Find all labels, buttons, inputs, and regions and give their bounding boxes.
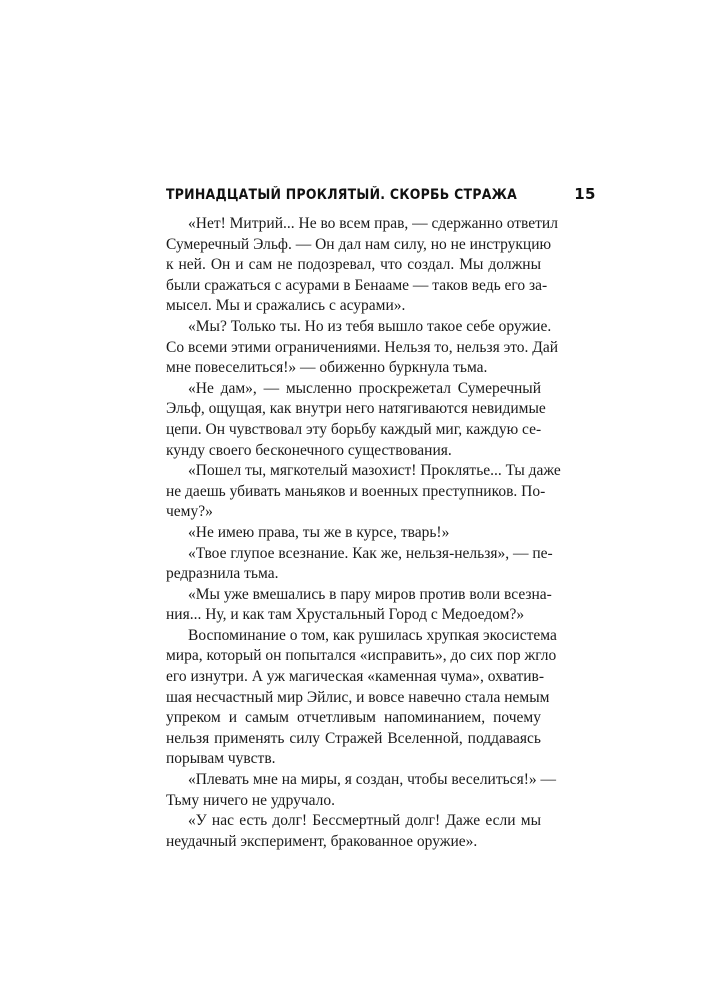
text-line: «Мы уже вмешались в пару миров против воли всезна- bbox=[188, 585, 552, 603]
text-line: порывам чувств. bbox=[166, 750, 276, 768]
text-line: мне повеселиться!» — обиженно буркнула тьма. bbox=[166, 359, 488, 377]
text-line: упреком и самым отчетливым напоминанием, почему bbox=[166, 709, 541, 727]
text-line: «Мы? Только ты. Но из тебя вышло такое себе оружие. bbox=[188, 317, 552, 335]
text-line: «Плевать мне на миры, я создан, чтобы веселиться!» — bbox=[188, 771, 556, 789]
paragraph bbox=[166, 214, 558, 317]
text-line: мысел. Мы и сражались с асурами». bbox=[166, 297, 406, 315]
text-line: Сумеречный Эльф. — Он дал нам силу, но не инструкцию bbox=[166, 235, 552, 253]
text-line: были сражаться с асурами в Бенааме — таков ведь его за- bbox=[166, 276, 548, 294]
text-line: нельзя применять силу Стражей Вселенной, поддаваясь bbox=[166, 729, 541, 747]
text-line: «Нет! Митрий... Не во всем прав, — сдержанно ответил bbox=[188, 215, 558, 232]
paragraph bbox=[166, 317, 559, 379]
running-head-title: ТРИНАДЦАТЫЙ ПРОКЛЯТЫЙ. СКОРБЬ СТРАЖА bbox=[166, 187, 518, 203]
paragraph bbox=[166, 461, 561, 523]
paragraph bbox=[166, 626, 557, 770]
text-line: «Не дам», — мысленно проскрежетал Сумеречный bbox=[188, 379, 541, 397]
text-line: Со всеми этими ограничениями. Нельзя то, нельзя это. Дай bbox=[166, 338, 559, 356]
text-line: кунду своего бесконечного существования. bbox=[166, 441, 452, 459]
text-line: к ней. Он и сам не подозревал, что создал. Мы должны bbox=[166, 256, 541, 274]
paragraph bbox=[166, 770, 556, 811]
running-head bbox=[166, 185, 596, 203]
text-line: цепи. Он чувствовал эту борьбу каждый миг, каждую се- bbox=[166, 420, 542, 438]
text-line: «У нас есть долг! Бессмертный долг! Даже если мы bbox=[188, 812, 541, 830]
text-line: его изнутри. А уж магическая «каменная чума», охватив- bbox=[166, 668, 545, 686]
paragraph bbox=[166, 811, 541, 852]
paragraph bbox=[166, 544, 553, 585]
page-number: 15 bbox=[574, 185, 596, 203]
text-line: «Твое глупое всезнание. Как же, нельзя-нельзя», — пе- bbox=[188, 544, 553, 562]
text-line: «Пошел ты, мягкотелый мазохист! Проклятье... Ты даже bbox=[188, 462, 561, 480]
text-line: чему?» bbox=[166, 503, 213, 521]
paragraph bbox=[166, 379, 546, 461]
text-line: редразнила тьма. bbox=[166, 565, 279, 583]
text-line: Эльф, ощущая, как внутри него натягиваются невидимые bbox=[166, 400, 546, 418]
text-line: неудачный эксперимент, бракованное оружие». bbox=[166, 832, 478, 850]
text-line: Воспоминание о том, как рушилась хрупкая экосистема bbox=[188, 626, 557, 644]
body-text bbox=[166, 214, 561, 852]
text-line: ния... Ну, и как там Хрустальный Город с Медоедом?» bbox=[166, 606, 525, 624]
paragraph bbox=[166, 523, 541, 544]
text-line: «Не имею права, ты же в курсе, тварь!» bbox=[188, 523, 450, 541]
text-line: не даешь убивать маньяков и военных преступников. По- bbox=[166, 482, 546, 500]
text-line: Тьму ничего не удручало. bbox=[166, 791, 336, 809]
text-line: шая несчастный мир Эйлис, и вовсе навечно стала немым bbox=[166, 688, 550, 706]
text-line: мира, который он попытался «исправить», до сих пор жгло bbox=[166, 647, 557, 665]
paragraph bbox=[166, 585, 552, 626]
